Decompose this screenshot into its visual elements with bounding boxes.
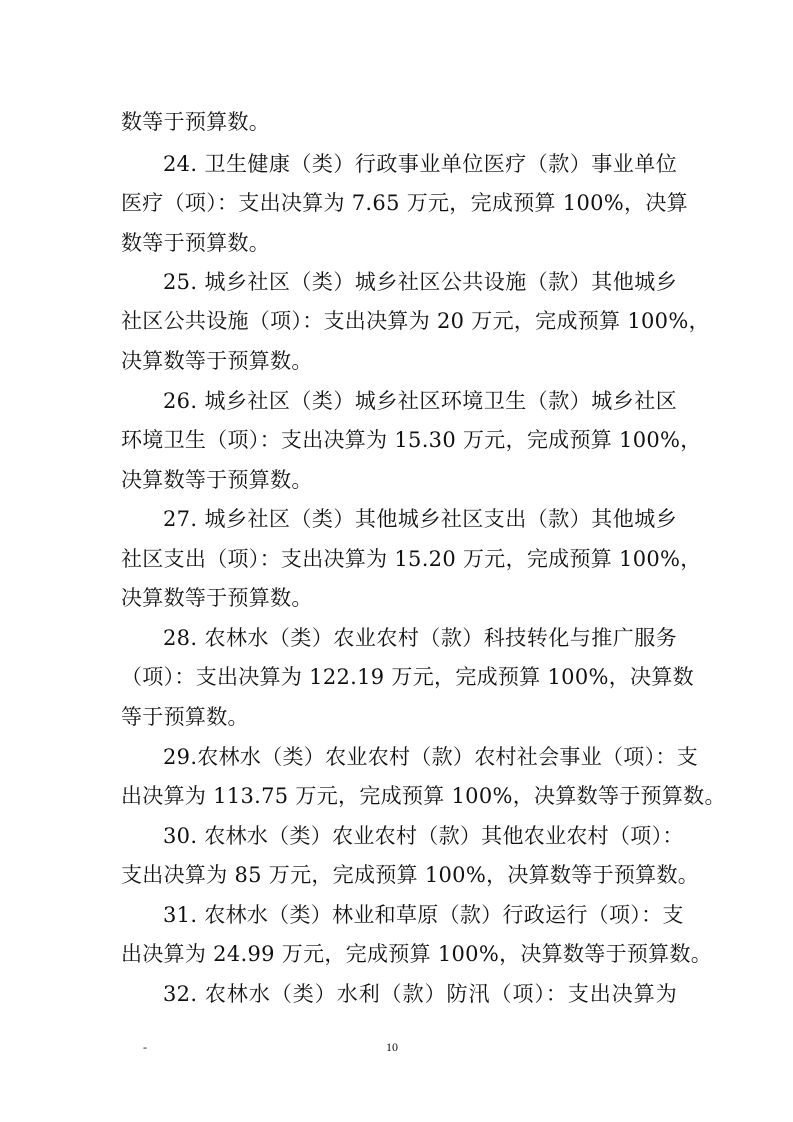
text-line: 31. 农林水（类）林业和草原（款）行政运行（项）：支 xyxy=(163,903,684,927)
text-line: 决算数等于预算数。 xyxy=(121,468,313,492)
text-line: 支出决算为 85 万元，完成预算 100%，决算数等于预算数。 xyxy=(121,863,700,887)
text-line: （项）：支出决算为 122.19 万元，完成预算 100%，决算数 xyxy=(121,665,694,689)
text-line: 28. 农林水（类）农业农村（款）科技转化与推广服务 xyxy=(163,626,677,650)
text-line: 30. 农林水（类）农业农村（款）其他农业农村（项）： xyxy=(163,824,684,848)
text-line: 25. 城乡社区（类）城乡社区公共设施（款）其他城乡 xyxy=(163,270,677,294)
text-line: 社区公共设施（项）：支出决算为 20 万元，完成预算 100%， xyxy=(121,309,710,333)
page-number: 10 xyxy=(386,1040,398,1054)
text-line: 环境卫生（项）：支出决算为 15.30 万元，完成预算 100%， xyxy=(121,428,702,452)
text-line: 29.农林水（类）农业农村（款）农村社会事业（项）：支 xyxy=(163,745,698,769)
text-line: 等于预算数。 xyxy=(121,705,249,729)
text-line: 数等于预算数。 xyxy=(121,110,271,134)
footer-dash: - xyxy=(143,1040,147,1054)
text-line: 26. 城乡社区（类）城乡社区环境卫生（款）城乡社区 xyxy=(163,389,677,413)
text-line: 决算数等于预算数。 xyxy=(121,586,313,610)
text-line: 出决算为 24.99 万元，完成预算 100%，决算数等于预算数。 xyxy=(121,942,713,966)
text-line: 32. 农林水（类）水利（款）防汛（项）：支出决算为 xyxy=(163,982,677,1006)
text-line: 数等于预算数。 xyxy=(121,231,271,255)
text-line: 决算数等于预算数。 xyxy=(121,349,313,373)
text-line: 出决算为 113.75 万元，完成预算 100%，决算数等于预算数。 xyxy=(121,784,726,808)
text-line: 社区支出（项）：支出决算为 15.20 万元，完成预算 100%， xyxy=(121,547,702,571)
text-line: 医疗（项）：支出决算为 7.65 万元，完成预算 100%，决算 xyxy=(121,191,688,215)
text-line: 27. 城乡社区（类）其他城乡社区支出（款）其他城乡 xyxy=(163,507,677,531)
text-line: 24. 卫生健康（类）行政事业单位医疗（款）事业单位 xyxy=(163,152,677,176)
